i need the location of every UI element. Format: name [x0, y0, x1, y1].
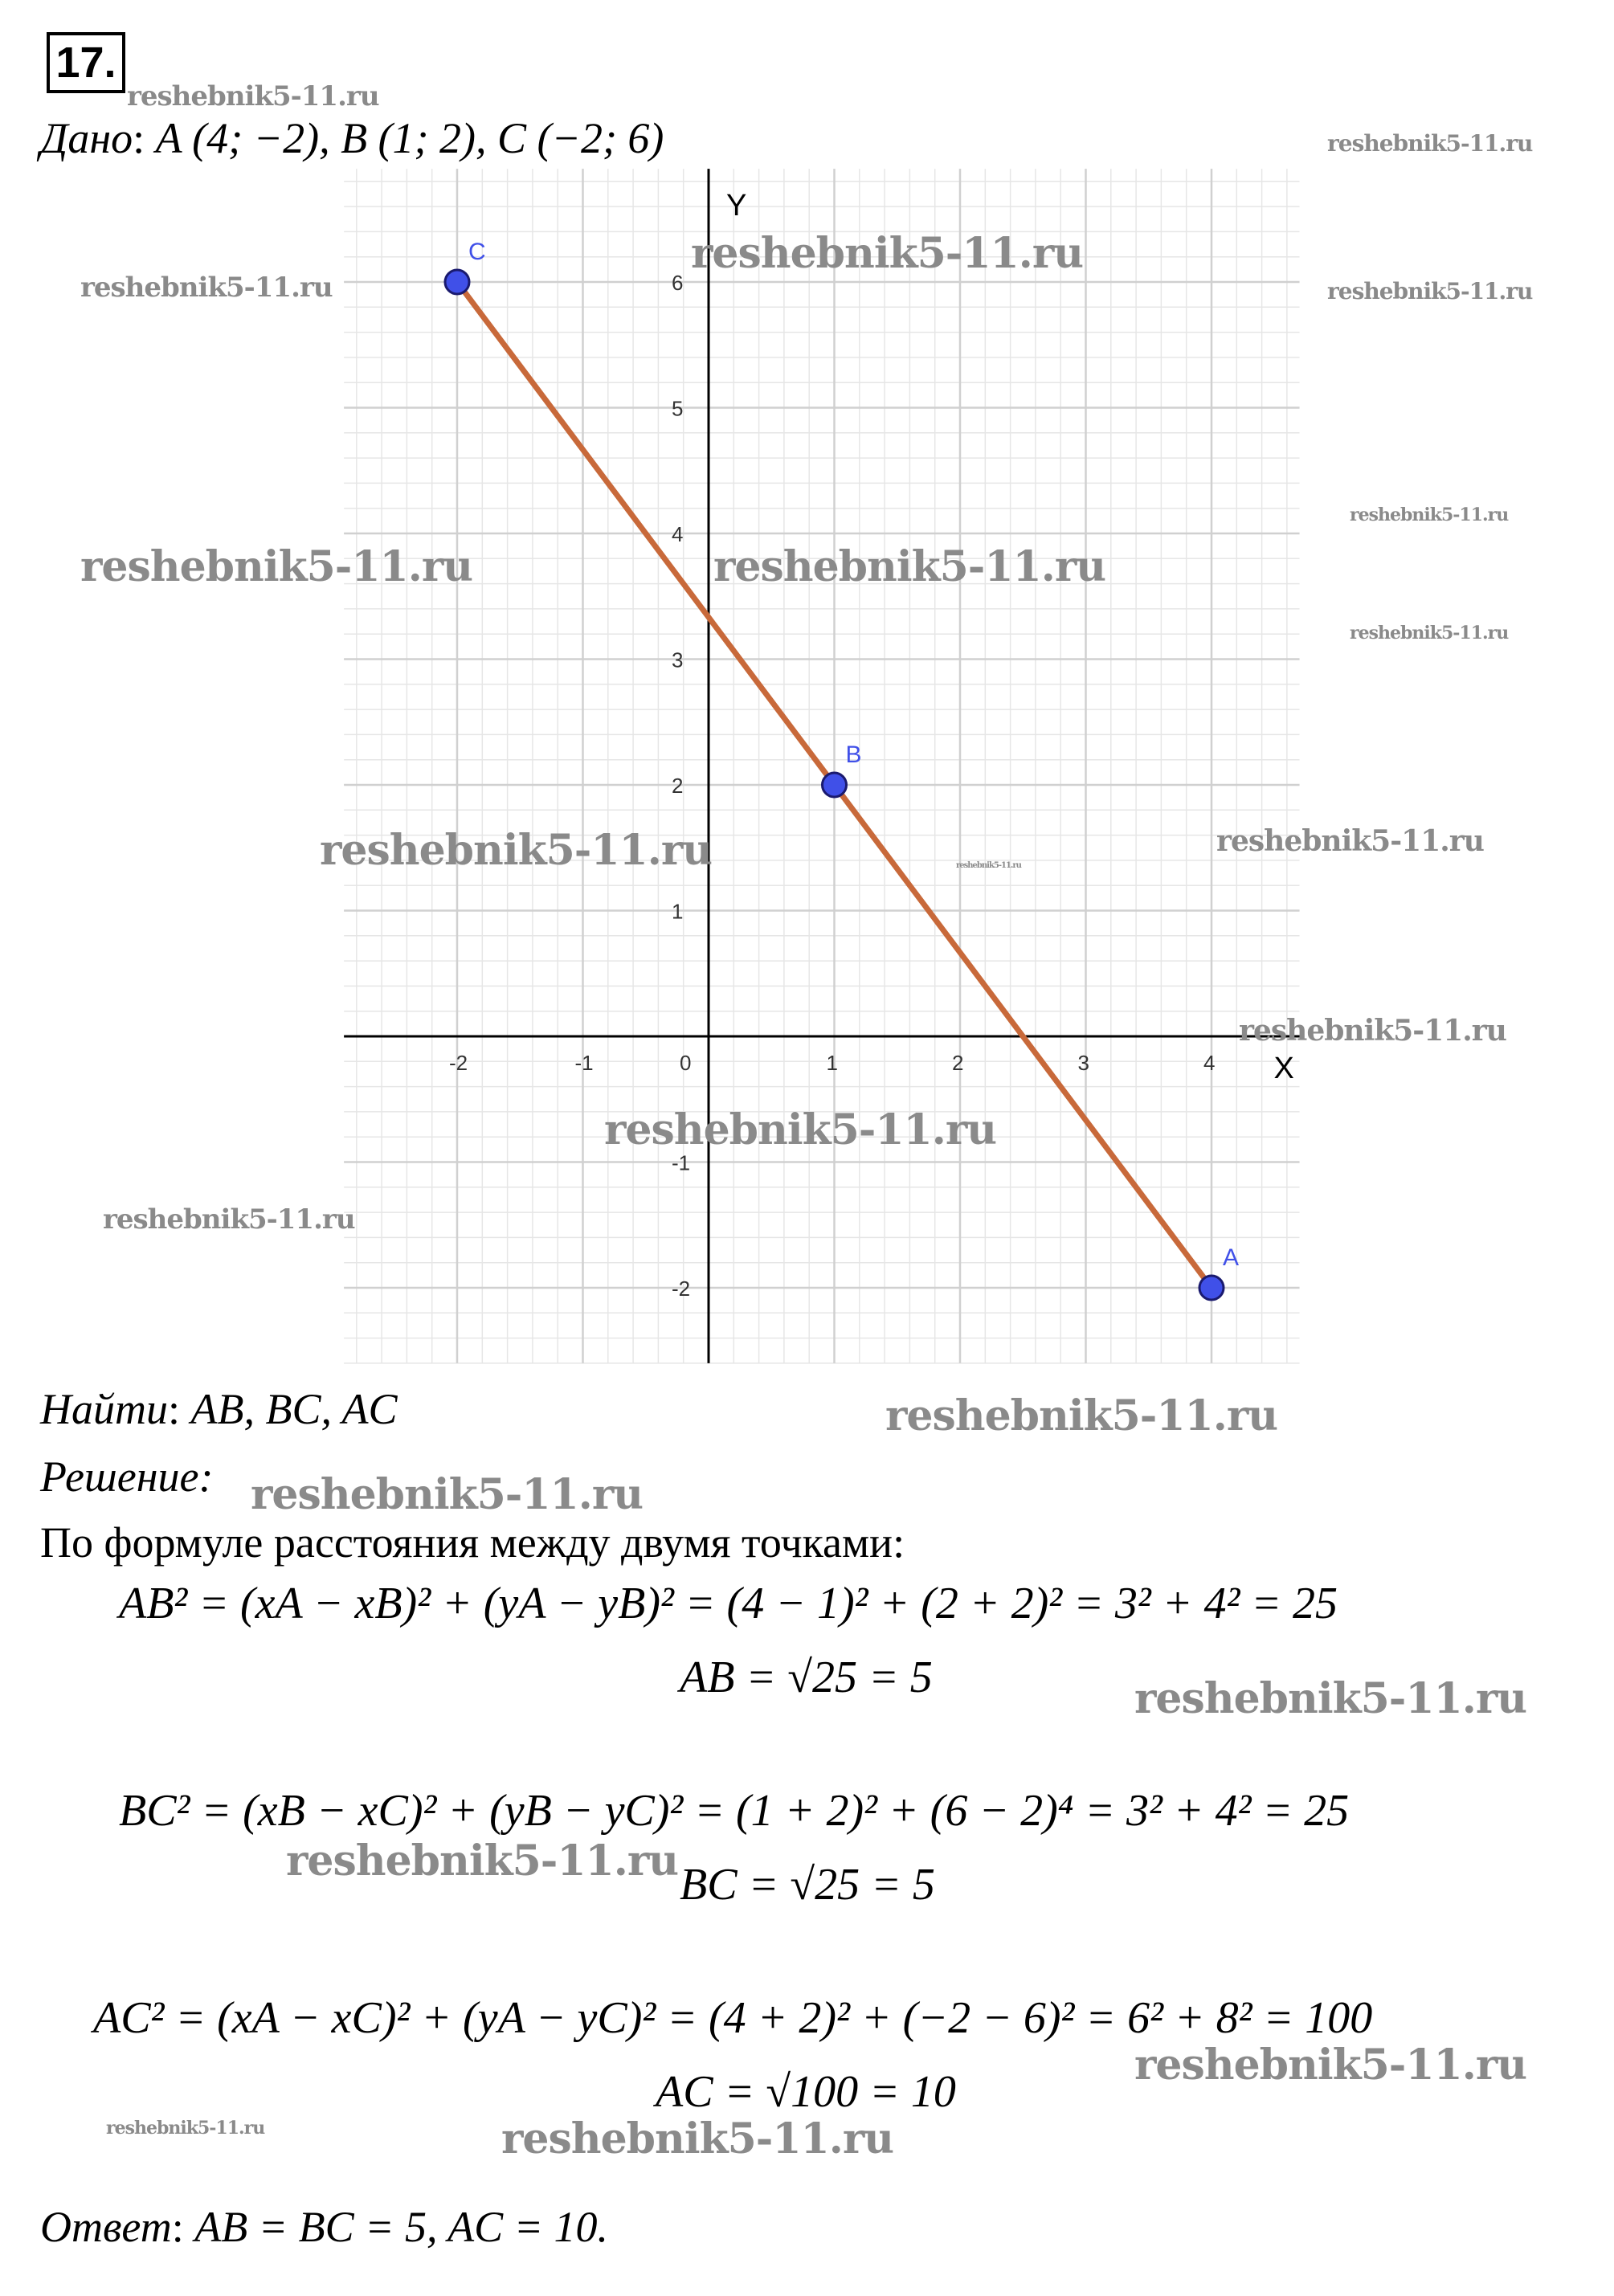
- point-c: [445, 270, 469, 294]
- watermark: reshebnik5-11.ru: [80, 542, 473, 591]
- equation-ab: AB = √25 = 5: [680, 1653, 933, 1702]
- x-tick-label: 4: [1203, 1051, 1216, 1075]
- watermark: reshebnik5-11.ru: [501, 2114, 894, 2163]
- coordinate-plot: [337, 161, 1318, 1382]
- watermark: reshebnik5-11.ru: [1350, 505, 1509, 525]
- x-tick-label: -1: [574, 1051, 594, 1075]
- y-tick-label: 3: [672, 648, 684, 672]
- y-tick-label: -2: [672, 1277, 691, 1301]
- watermark: reshebnik5-11.ru: [1216, 824, 1484, 858]
- y-tick-label: 6: [672, 271, 684, 295]
- y-tick-label: 5: [672, 396, 684, 421]
- watermark: reshebnik5-11.ru: [1239, 1014, 1506, 1048]
- find-line: Найти: AB, BC, AC: [40, 1385, 398, 1433]
- find-items: AB, BC, AC: [190, 1385, 398, 1433]
- watermark: reshebnik5-11.ru: [604, 1105, 997, 1154]
- x-tick-label: 3: [1077, 1051, 1089, 1075]
- point-label-b: B: [845, 742, 862, 768]
- watermark: reshebnik5-11.ru: [1134, 2041, 1527, 2090]
- x-tick-label: 1: [826, 1051, 838, 1075]
- watermark: reshebnik5-11.ru: [691, 229, 1084, 278]
- answer-label: Ответ: [40, 2203, 172, 2251]
- equation-ac-squared: AC² = (xA − xC)² + (yA − yC)² = (4 + 2)² + (−2 − 6)² = 6² + 8² = 100: [93, 1993, 1373, 2043]
- watermark: reshebnik5-11.ru: [106, 2118, 265, 2139]
- given-line: Дано: A (4; −2), B (1; 2), C (−2; 6): [40, 114, 664, 162]
- point-b: [823, 773, 847, 797]
- answer-line: Ответ: AB = BC = 5, AC = 10.: [40, 2203, 609, 2251]
- solution-label-text: Решение: [40, 1452, 199, 1501]
- watermark: reshebnik5-11.ru: [127, 80, 379, 112]
- watermark: reshebnik5-11.ru: [286, 1836, 679, 1885]
- given-points: A (4; −2), B (1; 2), C (−2; 6): [155, 114, 664, 162]
- problem-number: 17.: [47, 32, 125, 93]
- answer-text: AB = BC = 5, AC = 10.: [194, 2203, 609, 2251]
- y-tick-label: 4: [672, 522, 684, 546]
- equation-ab-squared: AB² = (xA − xB)² + (yA − yB)² = (4 − 1)² + (2 + 2)² = 3² + 4² = 25: [119, 1579, 1338, 1628]
- x-tick-label: 0: [680, 1051, 692, 1075]
- watermark: reshebnik5-11.ru: [320, 826, 713, 875]
- watermark: reshebnik5-11.ru: [1327, 130, 1533, 157]
- x-tick-label: 2: [952, 1051, 964, 1075]
- solution-label: Решение:: [40, 1452, 214, 1501]
- formula-intro: По формуле расстояния между двумя точками:: [40, 1518, 905, 1567]
- y-axis-label: Y: [726, 189, 747, 223]
- given-label: Дано: [40, 114, 133, 162]
- watermark: reshebnik5-11.ru: [713, 542, 1106, 591]
- watermark: reshebnik5-11.ru: [1327, 278, 1533, 304]
- find-label: Найти: [40, 1385, 168, 1433]
- x-axis-label: X: [1273, 1052, 1294, 1085]
- watermark: reshebnik5-11.ru: [80, 272, 333, 304]
- point-a: [1199, 1276, 1224, 1300]
- y-tick-label: 1: [672, 899, 684, 924]
- y-tick-label: -1: [672, 1150, 691, 1175]
- equation-bc: BC = √25 = 5: [680, 1860, 935, 1910]
- watermark: reshebnik5-11.ru: [1350, 623, 1509, 643]
- watermark: reshebnik5-11.ru: [103, 1203, 355, 1236]
- watermark: reshebnik5-11.ru: [1134, 1674, 1527, 1723]
- point-label-c: C: [468, 239, 486, 265]
- watermark: reshebnik5-11.ru: [956, 861, 1021, 870]
- point-label-a: A: [1223, 1244, 1240, 1271]
- equation-ac: AC = √100 = 10: [656, 2067, 956, 2117]
- watermark: reshebnik5-11.ru: [885, 1391, 1278, 1440]
- watermark: reshebnik5-11.ru: [251, 1470, 644, 1519]
- equation-bc-squared: BC² = (xB − xC)² + (yB − yC)² = (1 + 2)² + (6 − 2)⁴ = 3² + 4² = 25: [119, 1786, 1350, 1836]
- x-tick-label: -2: [449, 1051, 468, 1075]
- y-tick-label: 2: [672, 774, 684, 798]
